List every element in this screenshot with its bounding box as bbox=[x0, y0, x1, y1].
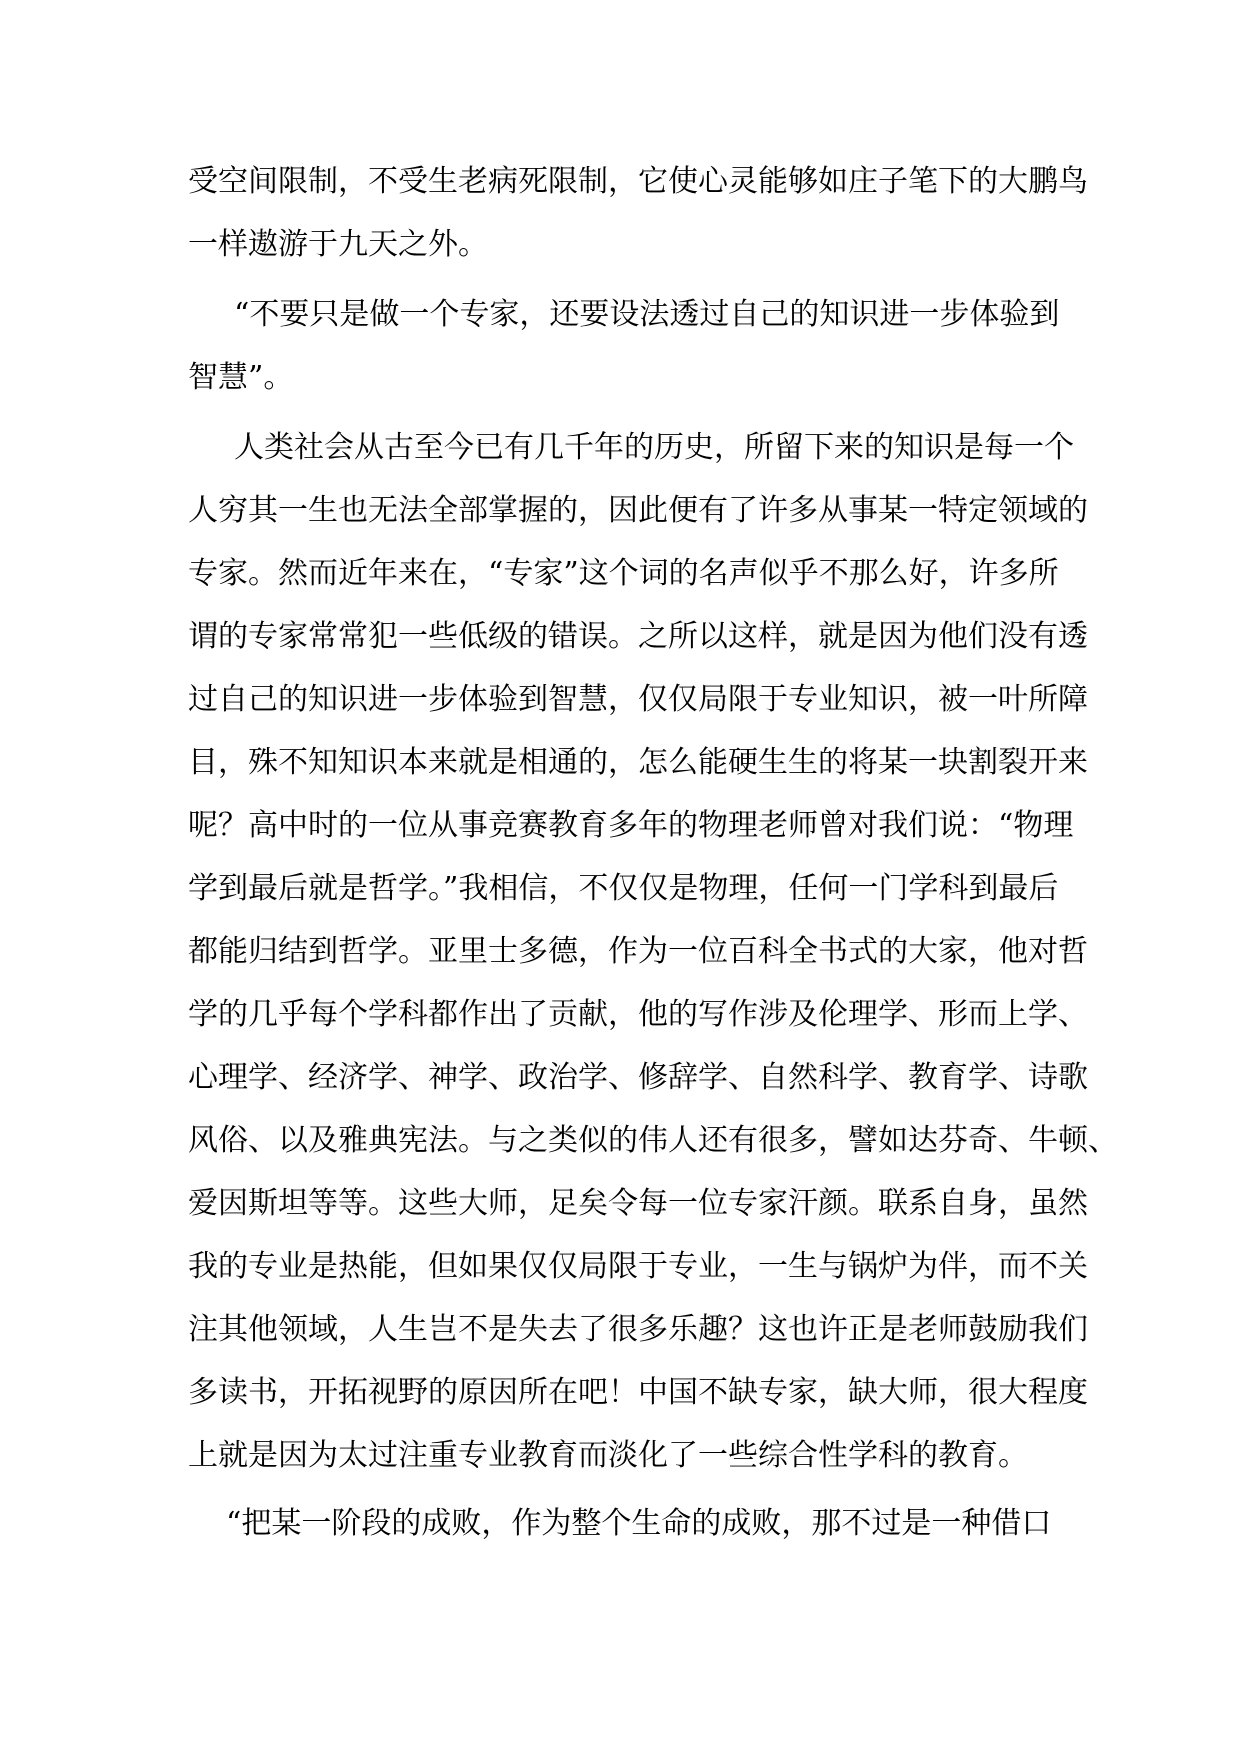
text-line: 受空间限制，不受生老病死限制，它使心灵能够如庄子笔下的大鹏鸟 bbox=[188, 164, 1088, 199]
text-line: 目，殊不知知识本来就是相通的，怎么能硬生生的将某一块割裂开来 bbox=[188, 745, 1088, 780]
text-line: 学的几乎每个学科都作出了贡献，他的写作涉及伦理学、形而上学、 bbox=[188, 997, 1088, 1032]
text-line: “把某一阶段的成败，作为整个生命的成败，那不过是一种借口 bbox=[226, 1506, 1052, 1541]
text-line: 学到最后就是哲学。”我相信，不仅仅是物理，任何一门学科到最后 bbox=[188, 871, 1059, 906]
text-line: 都能归结到哲学。亚里士多德，作为一位百科全书式的大家，他对哲 bbox=[188, 934, 1088, 969]
text-line: 多读书，开拓视野的原因所在吧！中国不缺专家，缺大师，很大程度 bbox=[188, 1375, 1088, 1410]
text-line: 人类社会从古至今已有几千年的历史，所留下来的知识是每一个 bbox=[234, 430, 1074, 465]
text-line: 我的专业是热能，但如果仅仅局限于专业，一生与锅炉为伴，而不关 bbox=[188, 1249, 1088, 1284]
text-line: 过自己的知识进一步体验到智慧，仅仅局限于专业知识，被一叶所障 bbox=[188, 682, 1088, 717]
text-line: 专家。然而近年来在，“专家”这个词的名声似乎不那么好，许多所 bbox=[188, 556, 1059, 591]
text-line: “不要只是做一个专家，还要设法透过自己的知识进一步体验到 bbox=[234, 297, 1060, 332]
text-line: 一样遨游于九天之外。 bbox=[188, 227, 488, 262]
text-line: 呢？高中时的一位从事竞赛教育多年的物理老师曾对我们说：“物理 bbox=[188, 808, 1074, 843]
text-line: 谓的专家常常犯一些低级的错误。之所以这样，就是因为他们没有透 bbox=[188, 619, 1088, 654]
text-line: 注其他领域，人生岂不是失去了很多乐趣？这也许正是老师鼓励我们 bbox=[188, 1312, 1088, 1347]
text-line: 爱因斯坦等等。这些大师，足矣令每一位专家汗颜。联系自身，虽然 bbox=[188, 1186, 1088, 1221]
text-line: 心理学、经济学、神学、政治学、修辞学、自然科学、教育学、诗歌 bbox=[188, 1060, 1088, 1095]
text-line: 智慧”。 bbox=[188, 360, 294, 395]
text-line: 上就是因为太过注重专业教育而淡化了一些综合性学科的教育。 bbox=[188, 1438, 1028, 1473]
text-line: 风俗、以及雅典宪法。与之类似的伟人还有很多，譬如达芬奇、牛顿、 bbox=[188, 1123, 1118, 1158]
text-line: 人穷其一生也无法全部掌握的，因此便有了许多从事某一特定领域的 bbox=[188, 493, 1088, 528]
